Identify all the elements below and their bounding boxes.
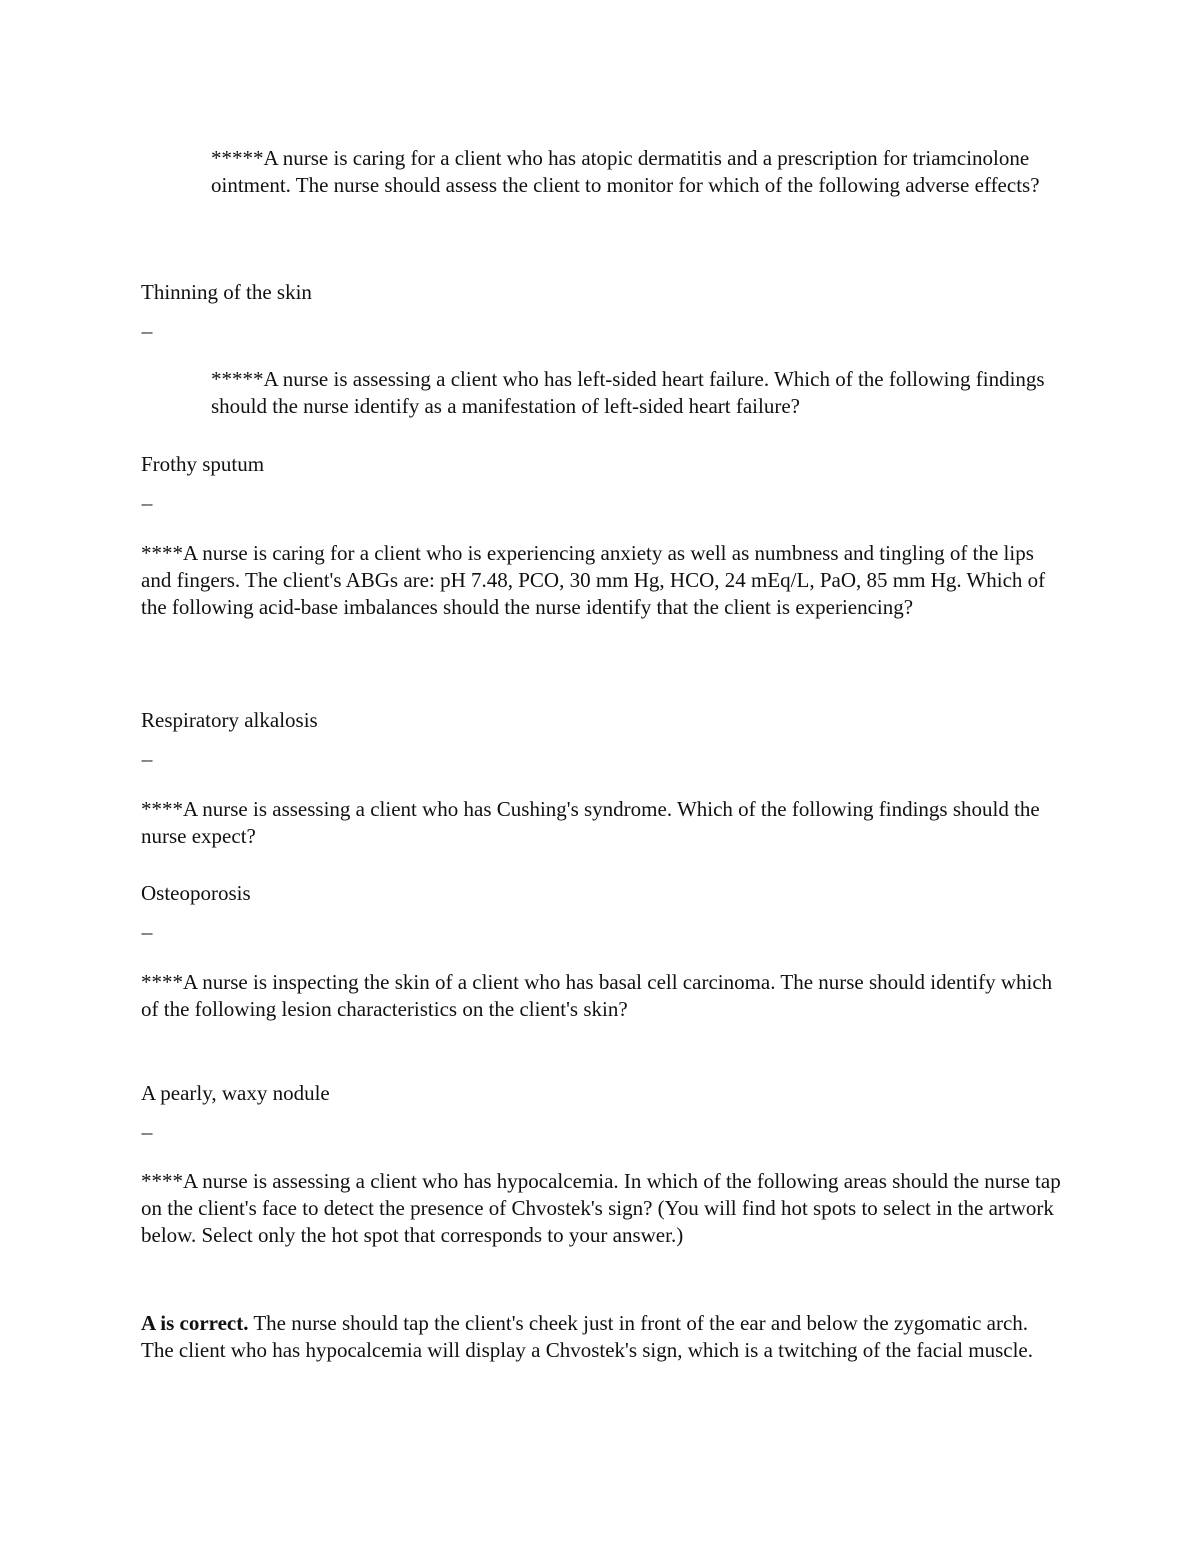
- question-2-prompt: *****A nurse is assessing a client who has left-sided heart failure. Which of the following findings should the nurse identify as a manifestation of left-sided heart failure?: [211, 367, 1045, 418]
- question-5-prompt: ****A nurse is inspecting the skin of a client who has basal cell carcinoma. The nurse should identify which of the following lesion characteristics on the client's skin?: [141, 970, 1053, 1021]
- question-3-answer: Respiratory alkalosis: [141, 708, 318, 732]
- answer-explanation: [141, 1310, 1061, 1364]
- explanation-lead: A is correct.: [141, 1311, 249, 1335]
- question-3-separator: ---: [141, 753, 152, 768]
- question-4-separator: ---: [141, 926, 152, 941]
- question-2-separator: ---: [141, 497, 152, 512]
- question-1-answer: Thinning of the skin: [141, 280, 312, 304]
- question-5-answer: A pearly, waxy nodule: [141, 1081, 330, 1105]
- question-2-answer: Frothy sputum: [141, 452, 265, 476]
- question-4-prompt: ****A nurse is assessing a client who has Cushing's syndrome. Which of the following findings should the nurse expect?: [141, 797, 1040, 848]
- question-6-prompt: ****A nurse is assessing a client who has hypocalcemia. In which of the following areas should the nurse tap on the client's face to detect the presence of Chvostek's sign? (You will find hot spots to select in the artwork below. Select only the hot spot that corresponds to your answer.): [141, 1169, 1061, 1247]
- question-1-separator: ---: [141, 325, 152, 340]
- question-3-prompt: ****A nurse is caring for a client who is experiencing anxiety as well as numbness and tingling of the lips and fingers. The client's ABGs are: pH 7.48, PCO, 30 mm Hg, HCO, 24 mEq/L, PaO, 85 mm Hg. Which of the following acid-base imbalances should the nurse identify that the client is experiencing?: [141, 541, 1046, 619]
- explanation-text: The nurse should tap the client's cheek just in front of the ear and below the zygomatic arch. The client who has hypocalcemia will display a Chvostek's sign, which is a twitching of the facial muscle.: [141, 1311, 1033, 1362]
- question-4-answer: Osteoporosis: [141, 881, 251, 905]
- question-1-prompt: *****A nurse is caring for a client who has atopic dermatitis and a prescription for triamcinolone ointment. The nurse should assess the client to monitor for which of the following adverse effects?: [211, 146, 1040, 197]
- question-5-separator: ---: [141, 1126, 152, 1141]
